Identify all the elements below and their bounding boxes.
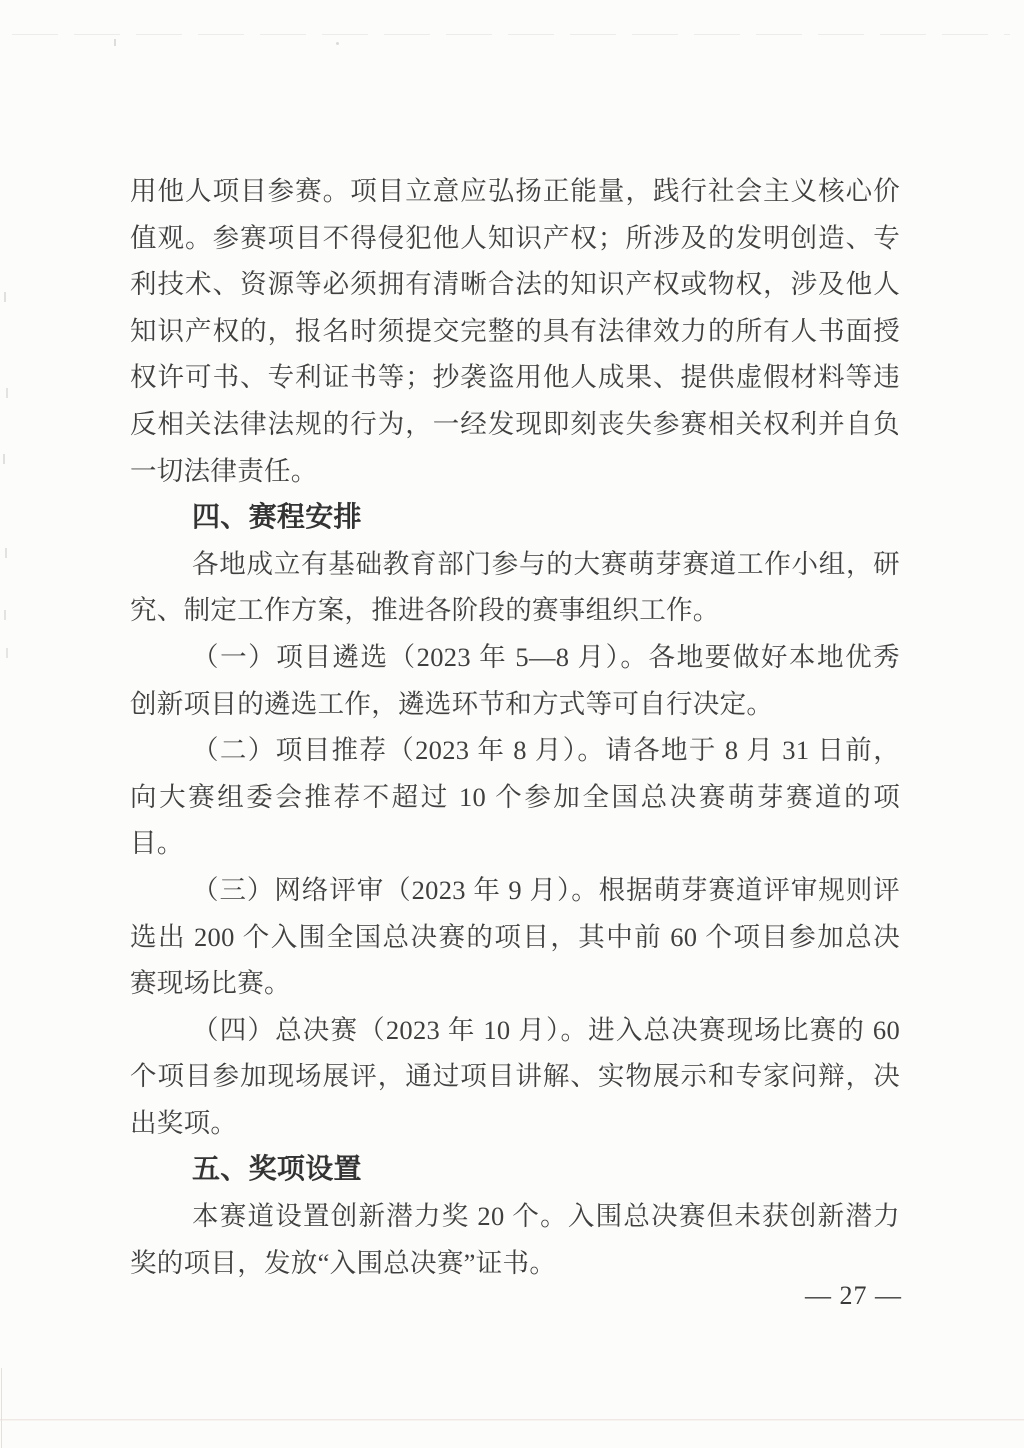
text-line: 选出 200 个入围全国总决赛的项目，其中前 60 个项目参加总决 bbox=[130, 921, 900, 952]
text-line: 个项目参加现场展评，通过项目讲解、实物展示和专家问辩，决 bbox=[130, 1061, 900, 1092]
text-line: 值观。参赛项目不得侵犯他人知识产权；所涉及的发明创造、专 bbox=[130, 222, 900, 253]
text-line: （三）网络评审（2023 年 9 月）。根据萌芽赛道评审规则评 bbox=[192, 874, 900, 905]
text-line: 究、制定工作方案，推进各阶段的赛事组织工作。 bbox=[130, 595, 720, 626]
text-line: （一）项目遴选（2023 年 5—8 月）。各地要做好本地优秀 bbox=[192, 641, 900, 672]
document-text-column bbox=[130, 168, 900, 1286]
scan-artifact-bottom-line bbox=[0, 1419, 1024, 1420]
scan-artifact-dot bbox=[336, 42, 339, 45]
text-line: 反相关法律法规的行为，一经发现即刻丧失参赛相关权利并自负 bbox=[130, 408, 900, 439]
scan-artifact-top-line bbox=[12, 34, 1010, 35]
text-line: 奖的项目，发放“入围总决赛”证书。 bbox=[130, 1247, 557, 1278]
text-line: 创新项目的遴选工作，遴选环节和方式等可自行决定。 bbox=[130, 688, 774, 719]
text-line: 权许可书、专利证书等；抄袭盗用他人成果、提供虚假材料等违 bbox=[130, 362, 900, 393]
scan-artifact-tick bbox=[114, 39, 116, 46]
text-line: 知识产权的，报名时须提交完整的具有法律效力的所有人书面授 bbox=[130, 315, 900, 346]
page-number: — 27 — bbox=[805, 1281, 902, 1310]
text-line: 目。 bbox=[130, 828, 184, 859]
text-line: 各地成立有基础教育部门参与的大赛萌芽赛道工作小组，研 bbox=[192, 548, 900, 579]
text-line: 一切法律责任。 bbox=[130, 455, 318, 486]
section-heading: 四、赛程安排 bbox=[192, 501, 362, 533]
text-line: 赛现场比赛。 bbox=[130, 968, 291, 999]
text-line: 向大赛组委会推荐不超过 10 个参加全国总决赛萌芽赛道的项 bbox=[130, 781, 900, 812]
section-heading: 五、奖项设置 bbox=[192, 1153, 362, 1185]
text-line: （二）项目推荐（2023 年 8 月）。请各地于 8 月 31 日前， bbox=[192, 735, 900, 766]
text-line: 本赛道设置创新潜力奖 20 个。入围总决赛但未获创新潜力 bbox=[192, 1201, 900, 1232]
text-line: 利技术、资源等必须拥有清晰合法的知识产权或物权，涉及他人 bbox=[130, 269, 900, 300]
scan-artifact-left-dashes bbox=[4, 292, 6, 302]
text-line: 用他人项目参赛。项目立意应弘扬正能量，践行社会主义核心价 bbox=[130, 176, 900, 206]
text-line: （四）总决赛（2023 年 10 月）。进入总决赛现场比赛的 60 bbox=[192, 1014, 900, 1045]
scan-artifact-left-vline bbox=[1, 1368, 2, 1448]
text-line: 出奖项。 bbox=[130, 1107, 238, 1138]
